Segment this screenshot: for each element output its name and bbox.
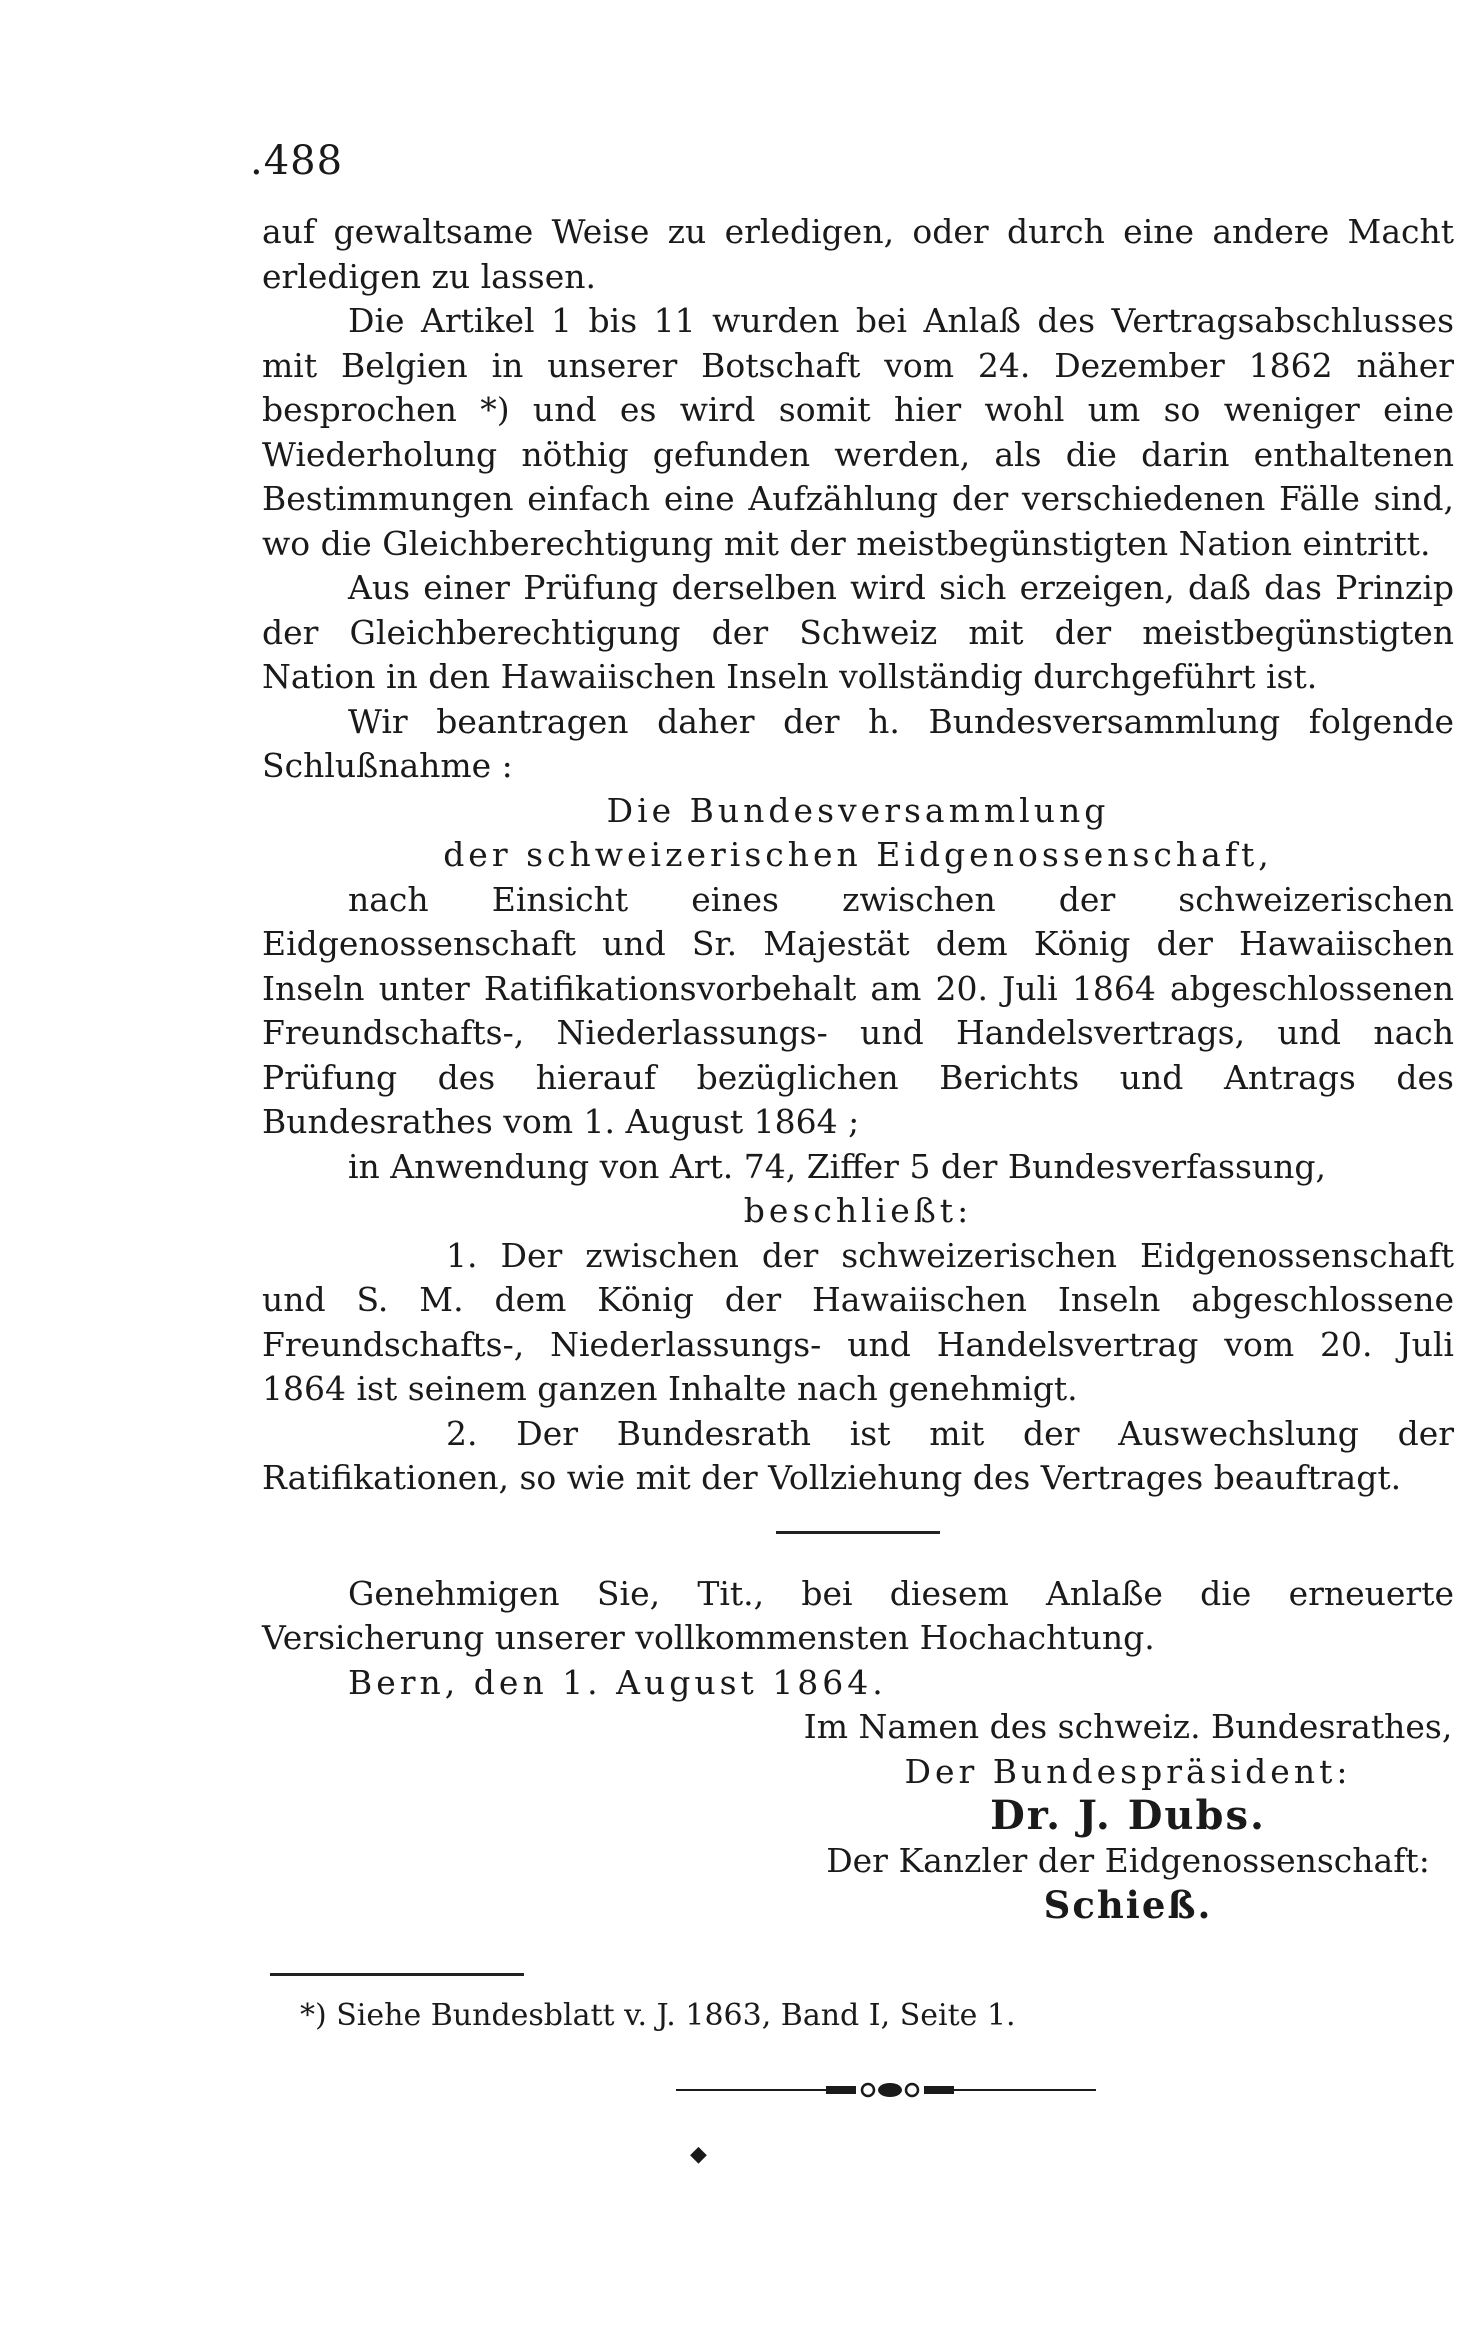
president-name: Dr. J. Dubs.: [990, 1792, 1266, 1839]
signature-block: [262, 1705, 1454, 1928]
decree-item-number: 2.: [446, 1413, 478, 1453]
page-number: .488: [250, 138, 344, 184]
footnote: *) Siehe Bundesblatt v. J. 1863, Band I, Seite 1.: [300, 1998, 1016, 2033]
chancellor-title: Der Kanzler der Eidgenossenschaft:: [826, 1840, 1430, 1880]
paragraph: Wir beantragen daher der h. Bundesversammlung folgende Schlußnahme :: [262, 701, 1454, 785]
decree-item-text: Der Bundesrath ist mit der Auswechslung der Ratifikationen, so wie mit der Vollziehung des Vertrages beauftragt.: [262, 1413, 1454, 1497]
decree-item-number: 1.: [446, 1235, 478, 1275]
ornamental-divider-icon: [676, 2078, 1096, 2102]
decree-heading: Die Bundesversammlung: [606, 790, 1110, 830]
decree-recital: nach Einsicht eines zwischen der schweizerischen Eidgenossenschaft und Sr. Majestät dem König der Hawaiischen Inseln unter Ratifikationsvorbehalt am 20. Juli 1864 abgeschlossenen Freundschafts-, Niederlassungs- und Handelsvertrags, und nach Prüfung des hierauf bezüglichen Berichts und Antrags des Bundesrathes vom 1. August 1864 ;: [262, 879, 1454, 1141]
decree-item: [262, 1234, 1454, 1412]
stray-mark-icon: ◆: [690, 2142, 707, 2167]
paragraph: Aus einer Prüfung derselben wird sich erzeigen, daß das Prinzip der Gleichberechtigung der Schweiz mit der meistbegünstigten Nation in den Hawaiischen Inseln vollständig durchgeführt ist.: [262, 568, 1454, 696]
place-date: Bern, den 1. August 1864.: [348, 1662, 887, 1702]
paragraph: Die Artikel 1 bis 11 wurden bei Anlaß des Vertragsabschlusses mit Belgien in unserer Botschaft vom 24. Dezember 1862 näher besprochen *) und es wird somit hier wohl um so weniger eine Wiederholung nöthig gefunden werden, als die darin enthaltenen Bestimmungen einfach eine Aufzählung der verschiedenen Fälle sind, wo die Gleichberechtigung mit der meistbegünstigten Nation eintritt.: [262, 301, 1454, 563]
closing-paragraph: Genehmigen Sie, Tit., bei diesem Anlaße die erneuerte Versicherung unserer vollkommensten Hochachtung.: [262, 1573, 1454, 1657]
president-title: Der Bundespräsident:: [904, 1751, 1352, 1791]
decree-item: [262, 1412, 1454, 1501]
paragraph: auf gewaltsame Weise zu erledigen, oder durch eine andere Macht erledigen zu lassen.: [262, 212, 1454, 296]
body-text: [262, 210, 1454, 1928]
decree-resolves: beschließt:: [743, 1191, 973, 1230]
decree-recital: in Anwendung von Art. 74, Ziffer 5 der Bundesverfassung,: [348, 1146, 1327, 1186]
chancellor-name: Schieß.: [1043, 1883, 1213, 1927]
decree-item-text: Der zwischen der schweizerischen Eidgenossenschaft und S. M. dem König der Hawaiischen Inseln abgeschlossene Freundschafts-, Niederlassungs- und Handelsvertrag vom 20. Juli 1864 ist seinem ganzen Inhalte nach genehmigt.: [262, 1235, 1454, 1408]
section-divider: [776, 1531, 940, 1534]
signature-on-behalf: Im Namen des schweiz. Bundesrathes,: [803, 1707, 1453, 1746]
footnote-rule: [270, 1973, 524, 1976]
decree-subheading: der schweizerischen Eidgenossenschaft,: [443, 835, 1273, 874]
